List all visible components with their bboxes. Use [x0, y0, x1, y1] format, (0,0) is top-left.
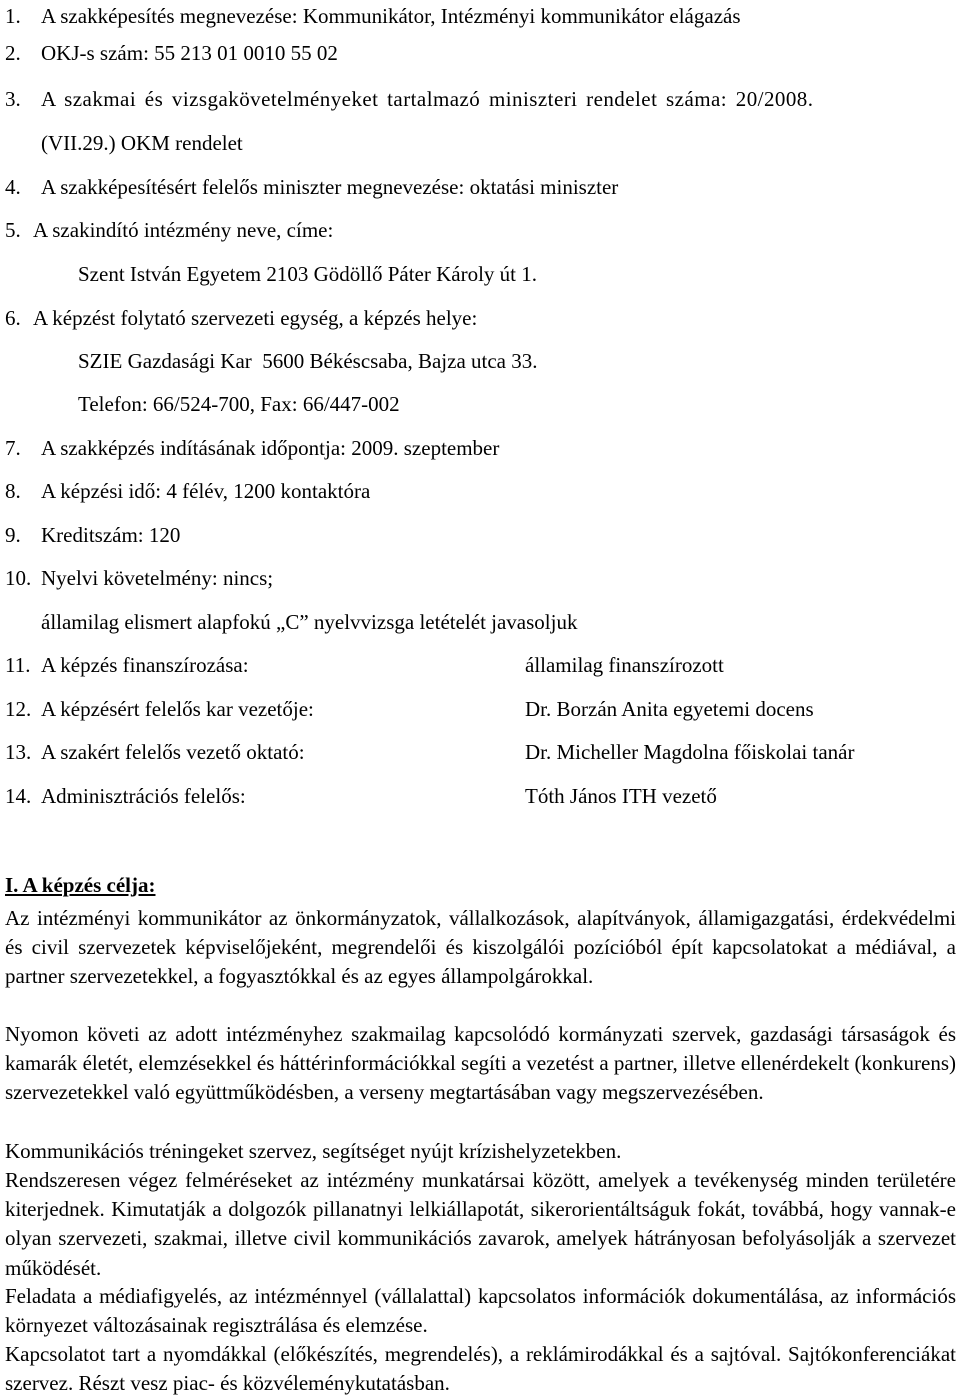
item-text: A szakért felelős vezető oktató: [41, 740, 305, 764]
item-value: Tóth János ITH vezető [525, 784, 717, 808]
item-number: 2. [5, 41, 21, 65]
list-item [5, 217, 333, 243]
paragraph: Kommunikációs tréningeket szervez, segítséget nyújt krízishelyzetekben. [5, 1139, 622, 1163]
item-text: A szakindító intézmény neve, címe: [33, 218, 334, 242]
list-item [5, 174, 618, 200]
item-text: OKJ-s szám: 55 213 01 0010 55 02 [41, 41, 338, 65]
paragraph: Nyomon követi az adott intézményhez szakmailag kapcsolódó kormányzati szervek, gazdasági társaságok és kamarák életét, elemzésekkel és háttérinformációkkal segíti a vezetést a partner, illetve ellenérdekelt (konkurens) szervezetekkel való együttműködésben, a verseny megtartásában vagy megszervezésében. [5, 1022, 956, 1105]
item-text: Nyelvi követelmény: nincs; [41, 566, 274, 590]
item-number: 9. [5, 523, 21, 547]
list-item [5, 478, 370, 504]
paragraph: Az intézményi kommunikátor az önkormányzatok, vállalkozások, alapítványok, államigazgatási, érdekvédelmi és civil szervezetek képviselőjeként, megrendelői és kiszolgálói pozícióból épít kapcsolatokat a médiával, a partner szervezetekkel, a fogyasztókkal és az egyes állampolgárokkal. [5, 906, 956, 989]
item-number: 12. [5, 697, 32, 721]
list-item [5, 565, 273, 591]
item-text: A képzés finanszírozása: [41, 653, 249, 677]
list-item [5, 3, 741, 29]
item-number: 6. [5, 306, 21, 330]
item-number: 8. [5, 479, 21, 503]
item-sub-line: Telefon: 66/524-700, Fax: 66/447-002 [78, 392, 400, 416]
item-text: Adminisztrációs felelős: [41, 784, 246, 808]
item-number: 13. [5, 740, 32, 764]
list-item [5, 522, 180, 548]
list-item [5, 652, 249, 678]
section-heading: I. A képzés célja: [5, 873, 156, 897]
item-value: Dr. Micheller Magdolna főiskolai tanár [525, 740, 855, 764]
item-number: 7. [5, 436, 21, 460]
item-number: 14. [5, 784, 32, 808]
list-item [5, 739, 305, 765]
item-text: A képzést folytató szervezeti egység, a képzés helye: [33, 306, 478, 330]
item-sub-line: államilag elismert alapfokú „C” nyelvvizsga letételét javasoljuk [41, 610, 578, 634]
list-item [5, 435, 499, 461]
list-item [5, 305, 477, 331]
item-sub-line: Szent István Egyetem 2103 Gödöllő Páter Károly út 1. [78, 262, 537, 286]
list-item [5, 783, 246, 809]
item-text: A szakmai és vizsgakövetelményeket tartalmazó miniszteri rendelet száma: 20/2008. [41, 87, 814, 111]
list-item [5, 40, 338, 66]
paragraph: Kapcsolatot tart a nyomdákkal (előkészítés, megrendelés), a reklámirodákkal és a sajtóval. Sajtókonferenciákat szervez. Részt vesz piac- és közvéleménykutatásban. [5, 1342, 956, 1396]
item-number: 10. [5, 566, 32, 590]
item-value: Dr. Borzán Anita egyetemi docens [525, 697, 814, 721]
item-continuation: (VII.29.) OKM rendelet [41, 131, 243, 155]
list-item [5, 86, 813, 112]
list-item [5, 696, 314, 722]
item-text: A képzési idő: 4 félév, 1200 kontaktóra [41, 479, 371, 503]
item-number: 3. [5, 87, 21, 111]
item-number: 11. [5, 653, 31, 677]
item-number: 1. [5, 4, 21, 28]
item-text: A képzésért felelős kar vezetője: [41, 697, 314, 721]
item-number: 5. [5, 218, 21, 242]
item-number: 4. [5, 175, 21, 199]
item-value: államilag finanszírozott [525, 653, 724, 677]
paragraph: Rendszeresen végez felméréseket az intézmény munkatársai között, amelyek a tevékenység minden területére kiterjednek. Kimutatják a dolgozók pillanatnyi lelkiállapotát, sikerorientáltságuk fokát, továbbá, hogy vannak-e olyan szervezeti, szakmai, illetve civil kommunikációs zavarok, amelyek hátrányosan befolyásolják a szervezet működését. [5, 1168, 956, 1280]
paragraph: Feladata a médiafigyelés, az intézménnyel (vállalattal) kapcsolatos információk dokumentálása, az információs környezet változásainak regisztrálása és elemzése. [5, 1284, 956, 1338]
item-text: A szakképzés indításának időpontja: 2009. szeptember [41, 436, 500, 460]
item-text: A szakképesítésért felelős miniszter megnevezése: oktatási miniszter [41, 175, 619, 199]
item-text: Kreditszám: 120 [41, 523, 181, 547]
item-text: A szakképesítés megnevezése: Kommunikátor, Intézményi kommunikátor elágazás [41, 4, 741, 28]
item-sub-line: SZIE Gazdasági Kar 5600 Békéscsaba, Bajza utca 33. [78, 349, 538, 373]
